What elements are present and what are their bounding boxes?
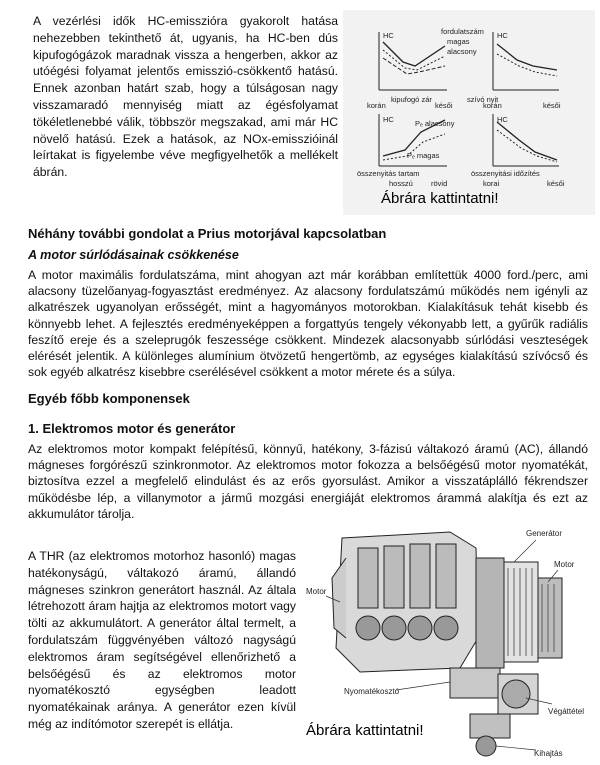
generator-label: Generátor xyxy=(526,529,563,538)
differential-label: Kihajtás xyxy=(534,749,563,758)
figure1-caption-link[interactable]: Ábrára kattintatni! xyxy=(381,190,499,207)
hc-label-bottom-right: HC xyxy=(497,115,508,124)
pe-high-label: Pₑ magas xyxy=(407,151,440,160)
late-label-1: késői xyxy=(435,101,453,110)
overlap-time-label: összenyitás tartam xyxy=(357,169,420,178)
section1-paragraph: A motor maximális fordulatszáma, mint ahogyan azt már korábban említettük 4000 ford./perc, ami alacsony tüzelőanyag-fogyasztást eredményez. Az alacsony fordulatszámú működés nem igényli az alkatrészek ugyanolyan erősségét, mint a hagyományos motorokban. Kialakításuk tehát kisebb és könnyebb lehet. A fejlesztés eredményeképpen a forgattyús tengely vékonyabb lett, a gyűrűk radiális feszítő ereje és a szeleprugók feszessége csökkent. Mindezek alacsonyabb súrlódási veszteségek elérését jelentik. A különleges alumínium ötvözetű hengertömb, az egységes kialakítású szívócső és sok egyéb alkatrész kisebbre cserélésével csökkent a motor mérete és a súlya. xyxy=(28,268,588,380)
section2-paragraph: Az elektromos motor kompakt felépítésű, könnyű, hatékony, 3-fázisú váltakozó áramú (AC), állandó mágneses forgórészű szinkronmotor. Az elektromos motor fokozza a belsőégésű motor nyomatékát, biztosítva ezzel a megfelelő elindulást és az erős gyorsulást. Amikor a visszatáplálló fékrendszer működésbe lép, a villanymotor a jármű mozgási energiáját elektromos árammá alakítja és ezt az akkumulátor tárolja. xyxy=(28,442,588,521)
hc-label-right: HC xyxy=(497,31,508,40)
plot-top-right xyxy=(493,32,559,90)
plot-top-left xyxy=(379,32,447,90)
motor-label-right: Motor xyxy=(554,560,575,569)
late-label-2: késői xyxy=(543,101,561,110)
late-label-3: késői xyxy=(547,179,565,188)
exhaust-close-label: kipufogó zár xyxy=(391,95,432,104)
torque-split-label: Nyomatékosztó xyxy=(344,687,400,696)
short-label: rövid xyxy=(431,179,448,188)
section1-title: Néhány további gondolat a Prius motorjával kapcsolatban xyxy=(28,226,387,241)
valve-timing-chart xyxy=(343,10,595,190)
speed-label: fordulatszám xyxy=(441,27,484,36)
final-drive-label: Végáttétel xyxy=(548,707,585,716)
pe-low-label: Pₑ alacsony xyxy=(415,119,455,128)
section2-paragraph-2: A THR (az elektromos motorhoz hasonló) magas hatékonyságú, váltakozó áramú, állandó mágneses szinkron generátort használ. Az általa létrehozott áram hajtja az elektromos motort vagy tölti az akkumulátort. A generátor által termelt, a fordulatszám függvényében változó nagyságú elektromos áram segítségével ellenőrizhető a belsőégésű és az elektromos motor nyomatékosztó egységben leadott nyomatékainak aránya. A generátor ezen kívül még az indítómotor szerepét is ellátja. xyxy=(28,549,296,731)
motor-label-left: Motor xyxy=(306,587,327,596)
figure2-caption-link[interactable]: Ábrára kattintatni! xyxy=(306,722,424,739)
early-label-1: korán xyxy=(367,101,386,110)
section2-subtitle: 1. Elektromos motor és generátor xyxy=(28,421,236,436)
valve-timing-figure[interactable] xyxy=(343,10,595,215)
engine-block xyxy=(332,532,478,672)
hc-label-left: HC xyxy=(383,31,394,40)
intro-paragraph: A vezérlési idők HC-emisszióra gyakorolt hatása nehezebben tekinthető át, ugyanis, ha HC-ben dús kipufogógázok maradnak vissza a hengerben, akkor az utóégési folyamat jelentős emisszió-csökkentő hatású. Ennek azonban határt szab, hogy a túlságosan nagy visszamaradó mennyiség miatt az égésfolyamat tökéletlenebbé válik, többször megszakad, ami már HC növelő hatású. Ezek a hatások, az NOx-emisszióinál leírtakat is figyelembe véve megfigyelhetők a mellékelt ábrán. xyxy=(33,14,338,180)
early-label-2: korán xyxy=(483,101,502,110)
hc-label-bottom-left: HC xyxy=(383,115,394,124)
overlap-timing-label: összenyitási időzítés xyxy=(471,169,540,178)
high-label: magas xyxy=(447,37,470,46)
intake-open-label: szívó nyit xyxy=(467,95,499,104)
drivetrain-figure[interactable] xyxy=(300,518,596,760)
long-label: hosszú xyxy=(389,179,413,188)
low-label: alacsony xyxy=(447,47,477,56)
section2-title: Egyéb főbb komponensek xyxy=(28,391,190,406)
section1-subtitle: A motor súrlódásainak csökkenése xyxy=(28,248,239,262)
early-label-3: korai xyxy=(483,179,500,188)
